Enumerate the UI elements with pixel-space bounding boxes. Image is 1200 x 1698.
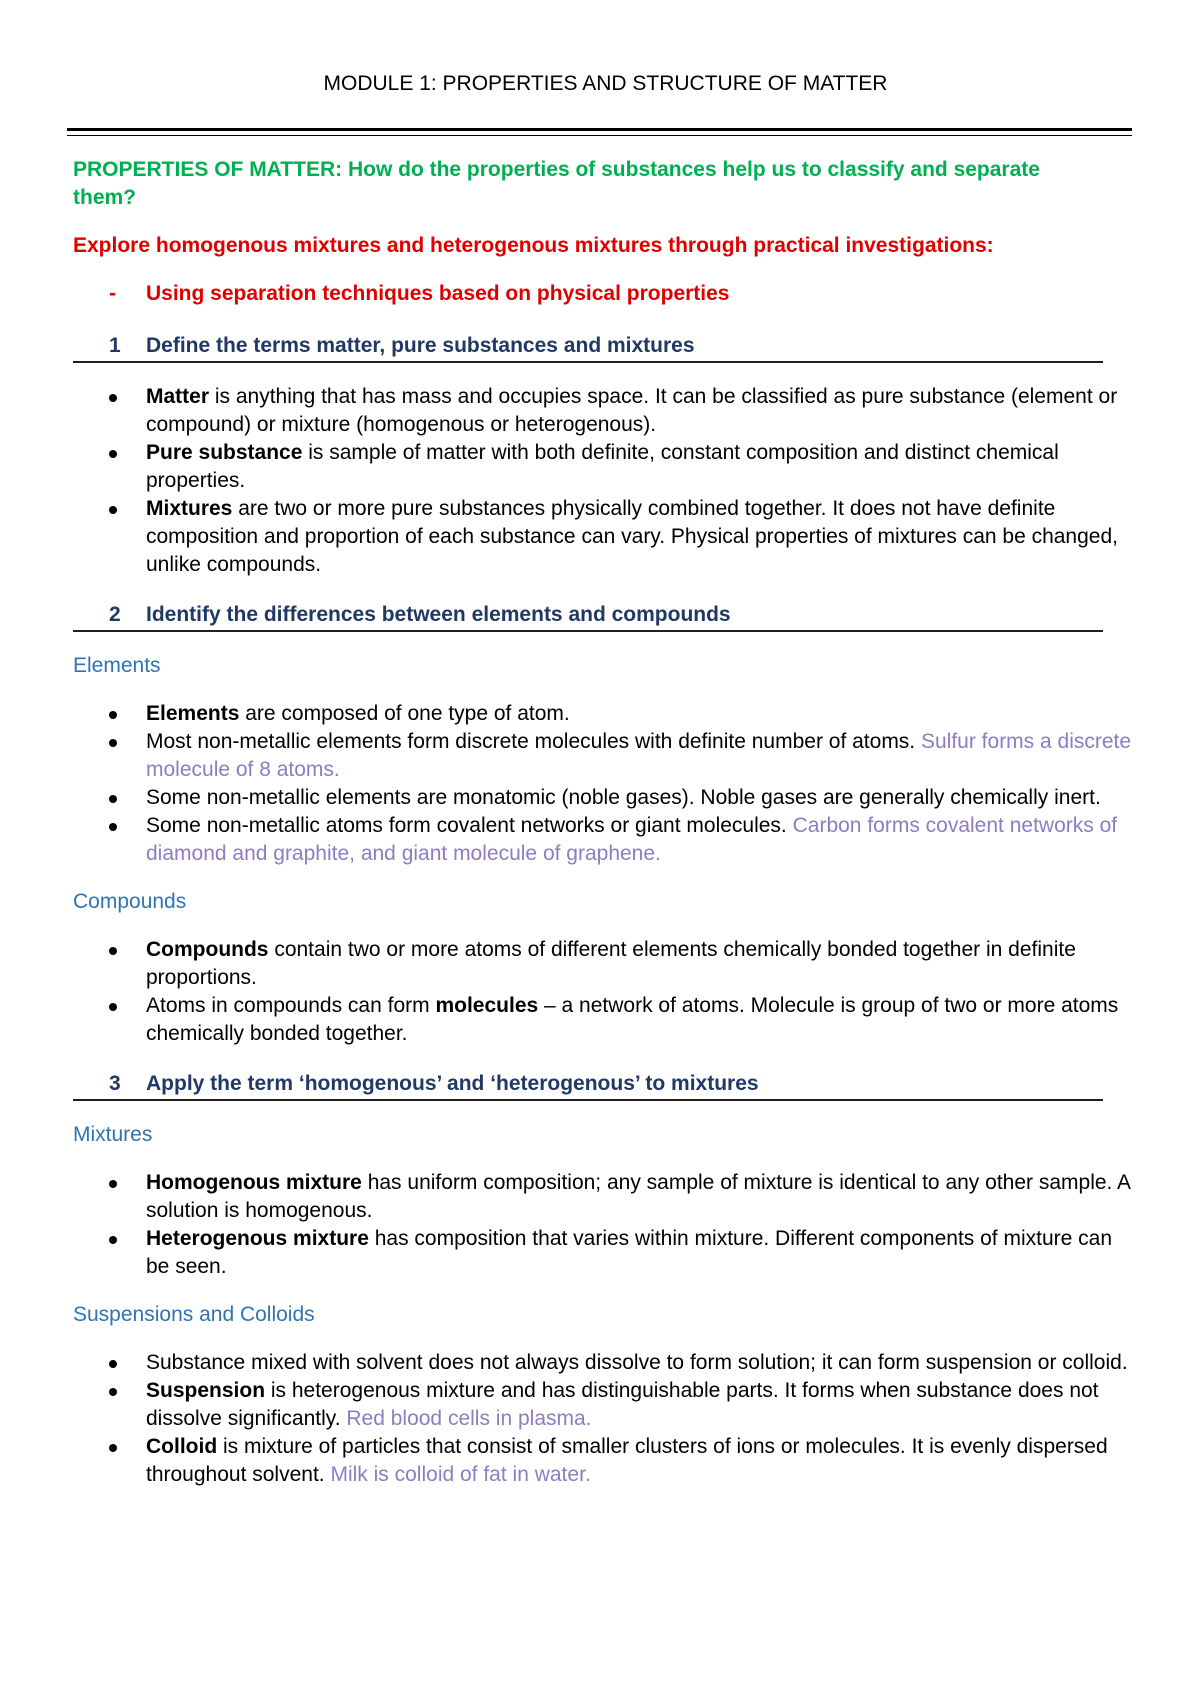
objective-item (73, 280, 1138, 308)
section-title: Apply the term ‘homogenous’ and ‘heterogenous’ to mixtures (146, 1072, 759, 1095)
compounds-list (73, 936, 1138, 1048)
list-item: Some non-metallic elements are monatomic (noble gases). Noble gases are generally chemically inert. (73, 784, 1138, 812)
elements-subheading: Elements (73, 654, 161, 677)
example-text: Sulfur forms a discrete molecule of 8 atoms. (146, 730, 1132, 781)
list-item: Compounds contain two or more atoms of different elements chemically bonded together in definite proportions. (73, 936, 1138, 992)
bullet-icon (109, 795, 117, 803)
list-item: Homogenous mixture has uniform composition; any sample of mixture is identical to any other sample. A solution is homogenous. (73, 1169, 1138, 1225)
example-text: Carbon forms covalent networks of diamond and graphite, and giant molecule of graphene. (146, 814, 1118, 865)
list-item: Matter is anything that has mass and occupies space. It can be classified as pure substance (element or compound) or mixture (homogenous or heterogenous). (73, 383, 1138, 439)
bullet-icon (109, 947, 117, 955)
section-3-heading (73, 1070, 1103, 1101)
suspensions-colloids-subheading: Suspensions and Colloids (73, 1303, 315, 1326)
bullet-icon (109, 1180, 117, 1188)
suspensions-list (73, 1349, 1138, 1489)
section-number: 2 (109, 603, 121, 626)
list-item: Colloid is mixture of particles that consist of smaller clusters of ions or molecules. It is evenly dispersed throughout solvent. Milk is colloid of fat in water. (73, 1433, 1138, 1489)
section-number: 3 (109, 1072, 121, 1095)
section-1-heading (73, 332, 1103, 363)
objective-item-text: Using separation techniques based on physical properties (146, 282, 730, 305)
bullet-icon (109, 394, 117, 402)
list-item: Atoms in compounds can form molecules – a network of atoms. Molecule is group of two or more atoms chemically bonded together. (73, 992, 1138, 1048)
dash-marker: - (109, 282, 116, 305)
list-item: Mixtures are two or more pure substances physically combined together. It does not have definite composition and proportion of each substance can vary. Physical properties of mixtures can be changed, unlike compounds. (73, 495, 1138, 579)
list-item: Substance mixed with solvent does not always dissolve to form solution; it can form suspension or colloid. (73, 1349, 1138, 1377)
inquiry-question: PROPERTIES OF MATTER: How do the properties of substances help us to classify and separate them? (73, 158, 1040, 209)
list-item: Elements are composed of one type of atom. (73, 700, 1138, 728)
compounds-subheading: Compounds (73, 890, 187, 913)
bullet-icon (109, 1388, 117, 1396)
section-2-heading (73, 601, 1103, 632)
bullet-icon (109, 739, 117, 747)
mixtures-list (73, 1169, 1138, 1281)
list-item: Pure substance is sample of matter with both definite, constant composition and distinct chemical properties. (73, 439, 1138, 495)
objective-heading: Explore homogenous mixtures and heterogenous mixtures through practical investigations: (73, 234, 994, 257)
elements-list (73, 700, 1138, 868)
section-number: 1 (109, 334, 121, 357)
document-title: MODULE 1: PROPERTIES AND STRUCTURE OF MATTER (323, 72, 888, 95)
list-item: Heterogenous mixture has composition that varies within mixture. Different components of mixture can be seen. (73, 1225, 1138, 1281)
example-text: Red blood cells in plasma. (346, 1407, 592, 1430)
section-title: Define the terms matter, pure substances and mixtures (146, 334, 695, 357)
bullet-icon (109, 506, 117, 514)
bullet-icon (109, 1360, 117, 1368)
bullet-icon (109, 823, 117, 831)
list-item: Some non-metallic atoms form covalent networks or giant molecules. Carbon forms covalent networks of diamond and graphite, and giant molecule of graphene. (73, 812, 1138, 868)
list-item: Most non-metallic elements form discrete molecules with definite number of atoms. Sulfur forms a discrete molecule of 8 atoms. (73, 728, 1138, 784)
bullet-icon (109, 1236, 117, 1244)
bullet-icon (109, 1444, 117, 1452)
bullet-icon (109, 1003, 117, 1011)
title-divider (67, 128, 1132, 136)
example-text: Milk is colloid of fat in water. (330, 1463, 591, 1486)
mixtures-subheading: Mixtures (73, 1123, 153, 1146)
bullet-icon (109, 711, 117, 719)
section-1-list (73, 383, 1138, 579)
bullet-icon (109, 450, 117, 458)
section-title: Identify the differences between elements and compounds (146, 603, 731, 626)
list-item: Suspension is heterogenous mixture and has distinguishable parts. It forms when substance does not dissolve significantly. Red blood cells in plasma. (73, 1377, 1138, 1433)
